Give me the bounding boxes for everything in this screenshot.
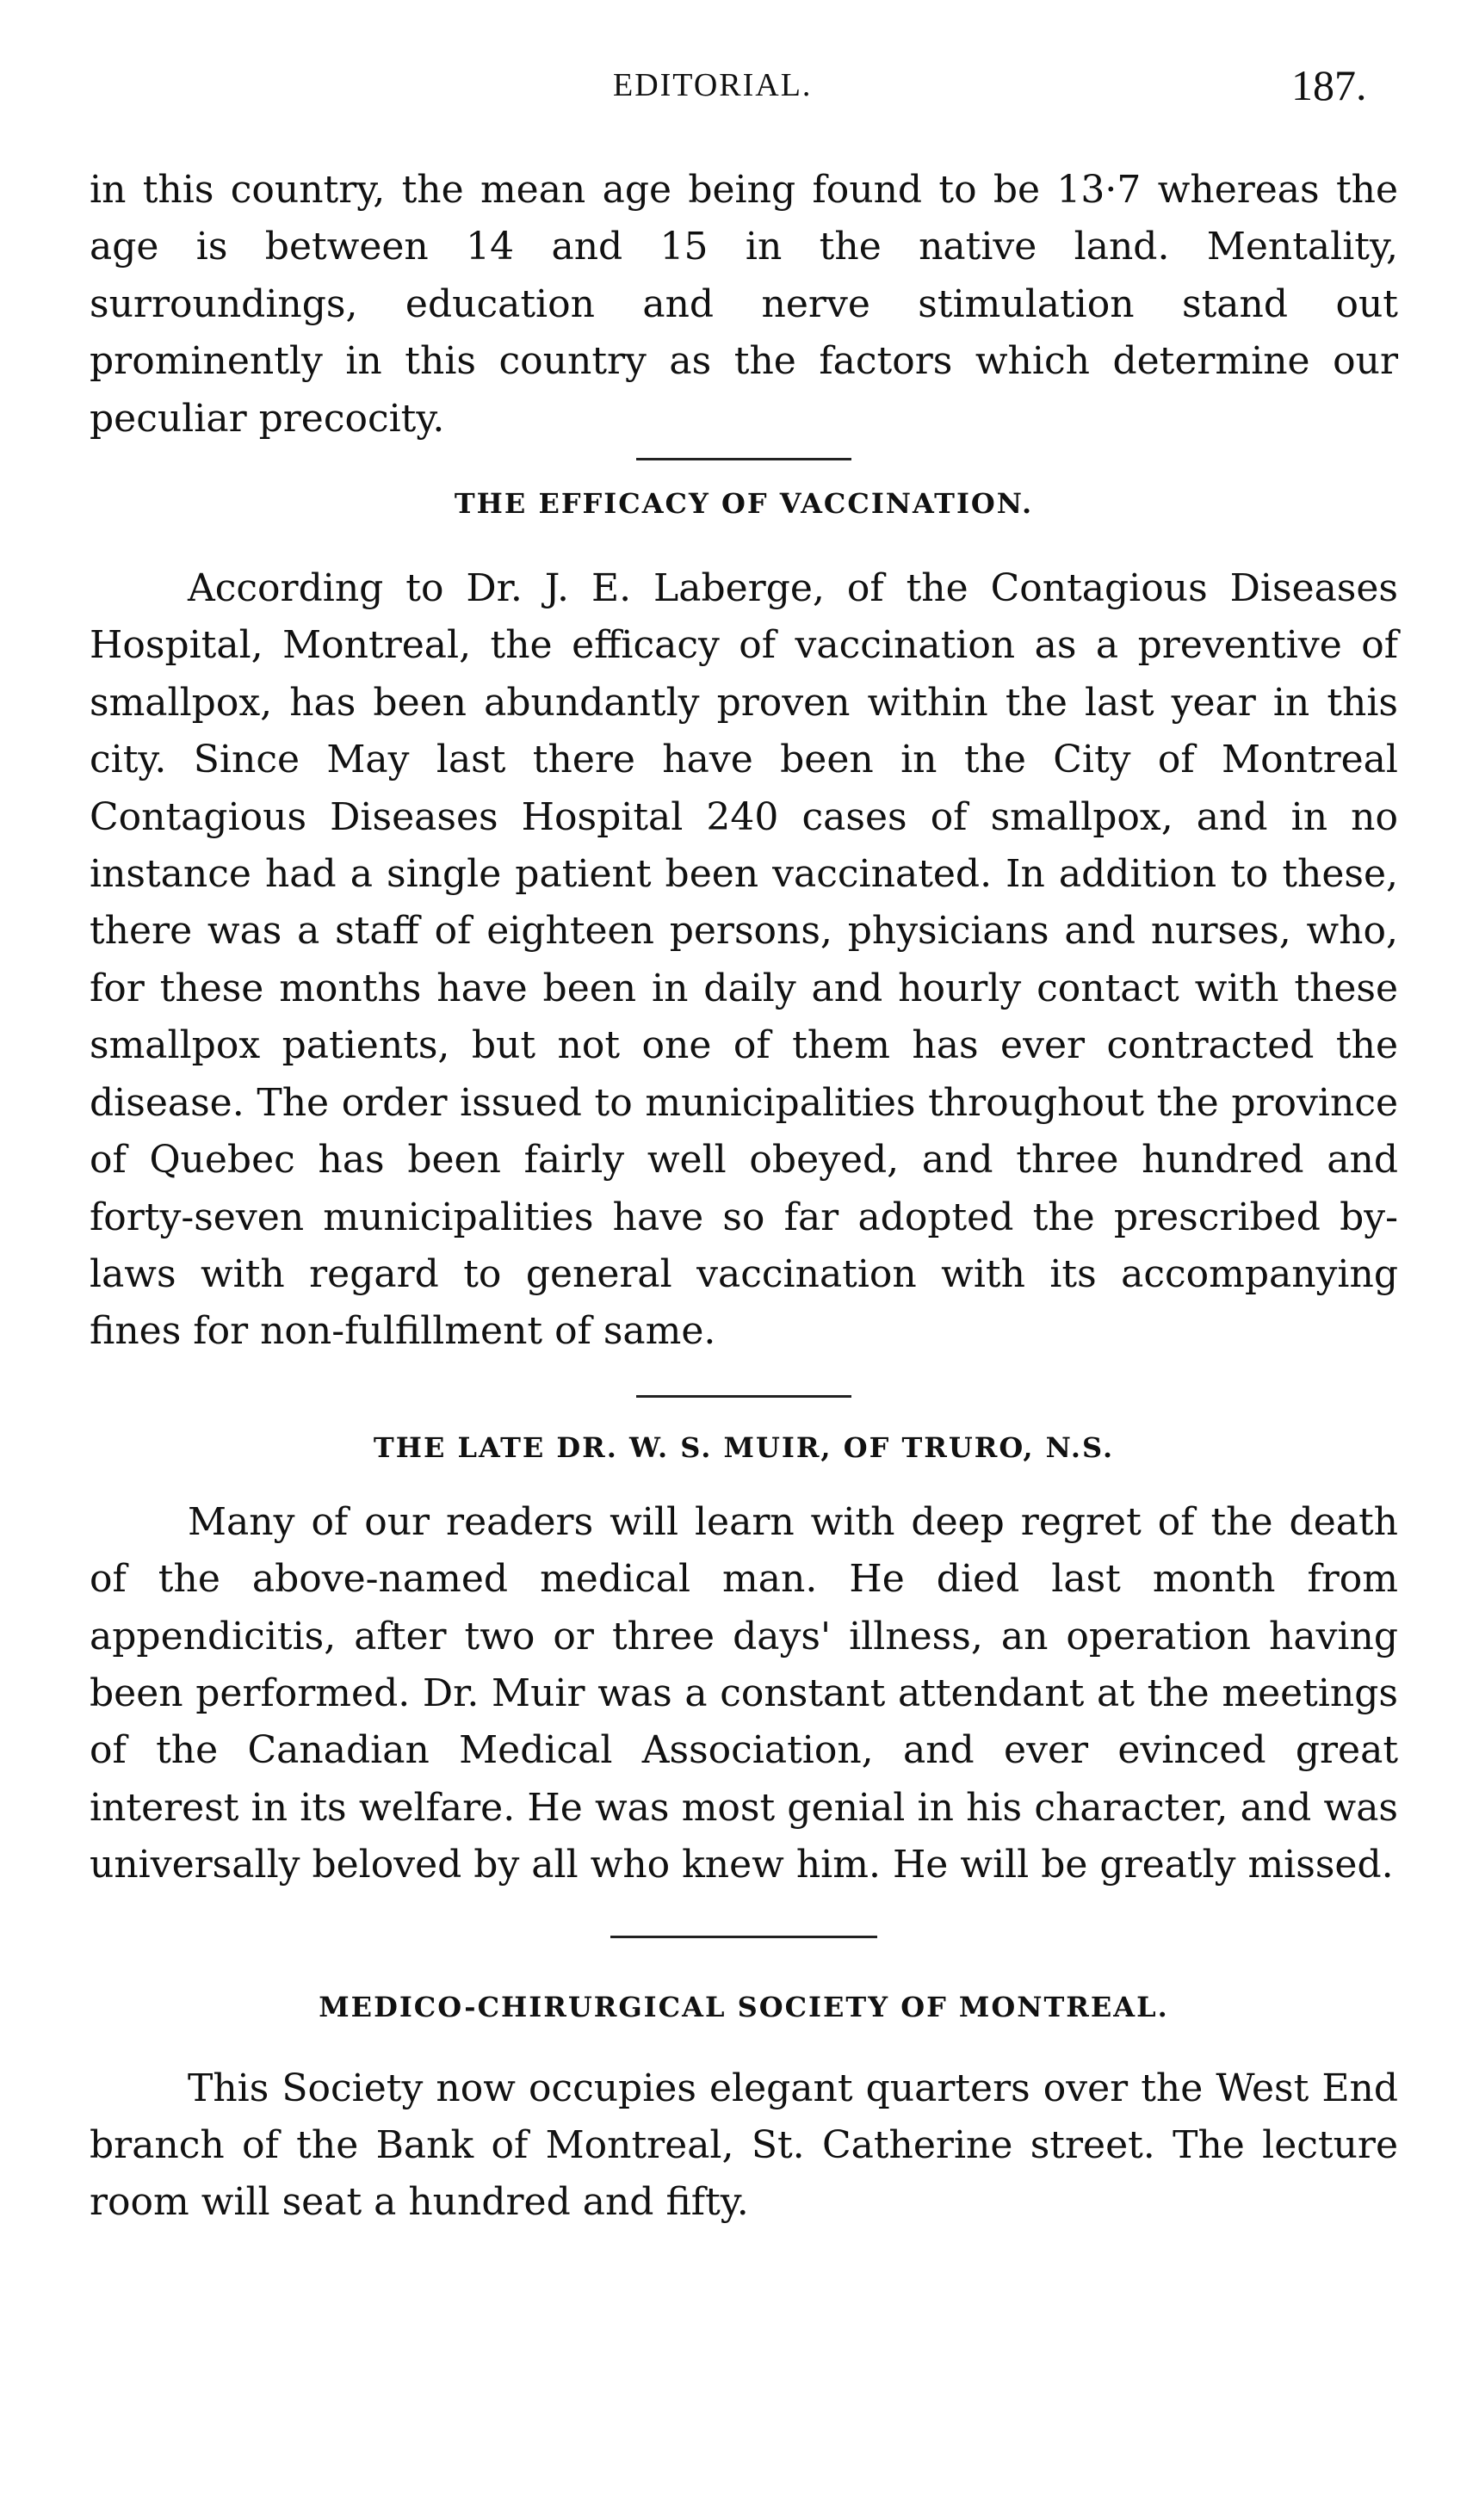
section-divider: [610, 1936, 877, 1938]
section-title: EDITORIAL.: [613, 67, 813, 103]
article-heading-vaccination: THE EFFICACY OF VACCINATION.: [454, 487, 1034, 521]
page-number: 187.: [1291, 61, 1367, 109]
text-column: [90, 162, 1398, 2232]
running-head: [0, 61, 1479, 120]
article-heading-medico-chirurgical: MEDICO-CHIRURGICAL SOCIETY OF MONTREAL.: [319, 1990, 1169, 2023]
continued-paragraph: in this country, the mean age being found to be 13·7 whereas the age is between 14 and 15 in the native land. Mentality, surroundings, education and nerve stimulation stand out prominently in this country as the factors which determine our peculiar precocity.: [90, 168, 1398, 441]
article-body-muir: Many of our readers will learn with deep regret of the death of the above-named medical man. He died last month from appendicitis, after two or three days' illness, an operation having been performed. Dr. Muir was a constant attendant at the meetings of the Canadian Medical Association, and ever evinced great interest in its welfare. He was most genial in his character, and was universally beloved by all who knew him. He will be greatly missed.: [90, 1499, 1398, 1887]
section-divider: [636, 458, 851, 460]
article-heading-muir: THE LATE DR. W. S. MUIR, OF TRURO, N.S.: [373, 1430, 1115, 1464]
article-body-medico-chirurgical: This Society now occupies elegant quarters over the West End branch of the Bank of Montreal, St. Catherine street. The lecture room will seat a hundred and fifty.: [90, 2066, 1398, 2225]
section-divider: [636, 1395, 851, 1398]
article-body-vaccination: According to Dr. J. E. Laberge, of the Contagious Diseases Hospital, Montreal, the efficacy of vaccination as a preventive of smallpox, has been abundantly proven within the last year in this city. Since May last there have been in the City of Montreal Contagious Diseases Hospital 240 cases of smallpox, and in no instance had a single patient been vaccinated. In addition to these, there was a staff of eighteen persons, physicians and nurses, who, for these months have been in daily and hourly contact with these smallpox patients, but not one of them has ever contracted the disease. The order issued to municipalities throughout the province of Quebec has been fairly well obeyed, and three hundred and forty-seven municipalities have so far adopted the prescribed by-laws with regard to general vaccination with its accompanying fines for non-fulfillment of same.: [90, 566, 1398, 1354]
